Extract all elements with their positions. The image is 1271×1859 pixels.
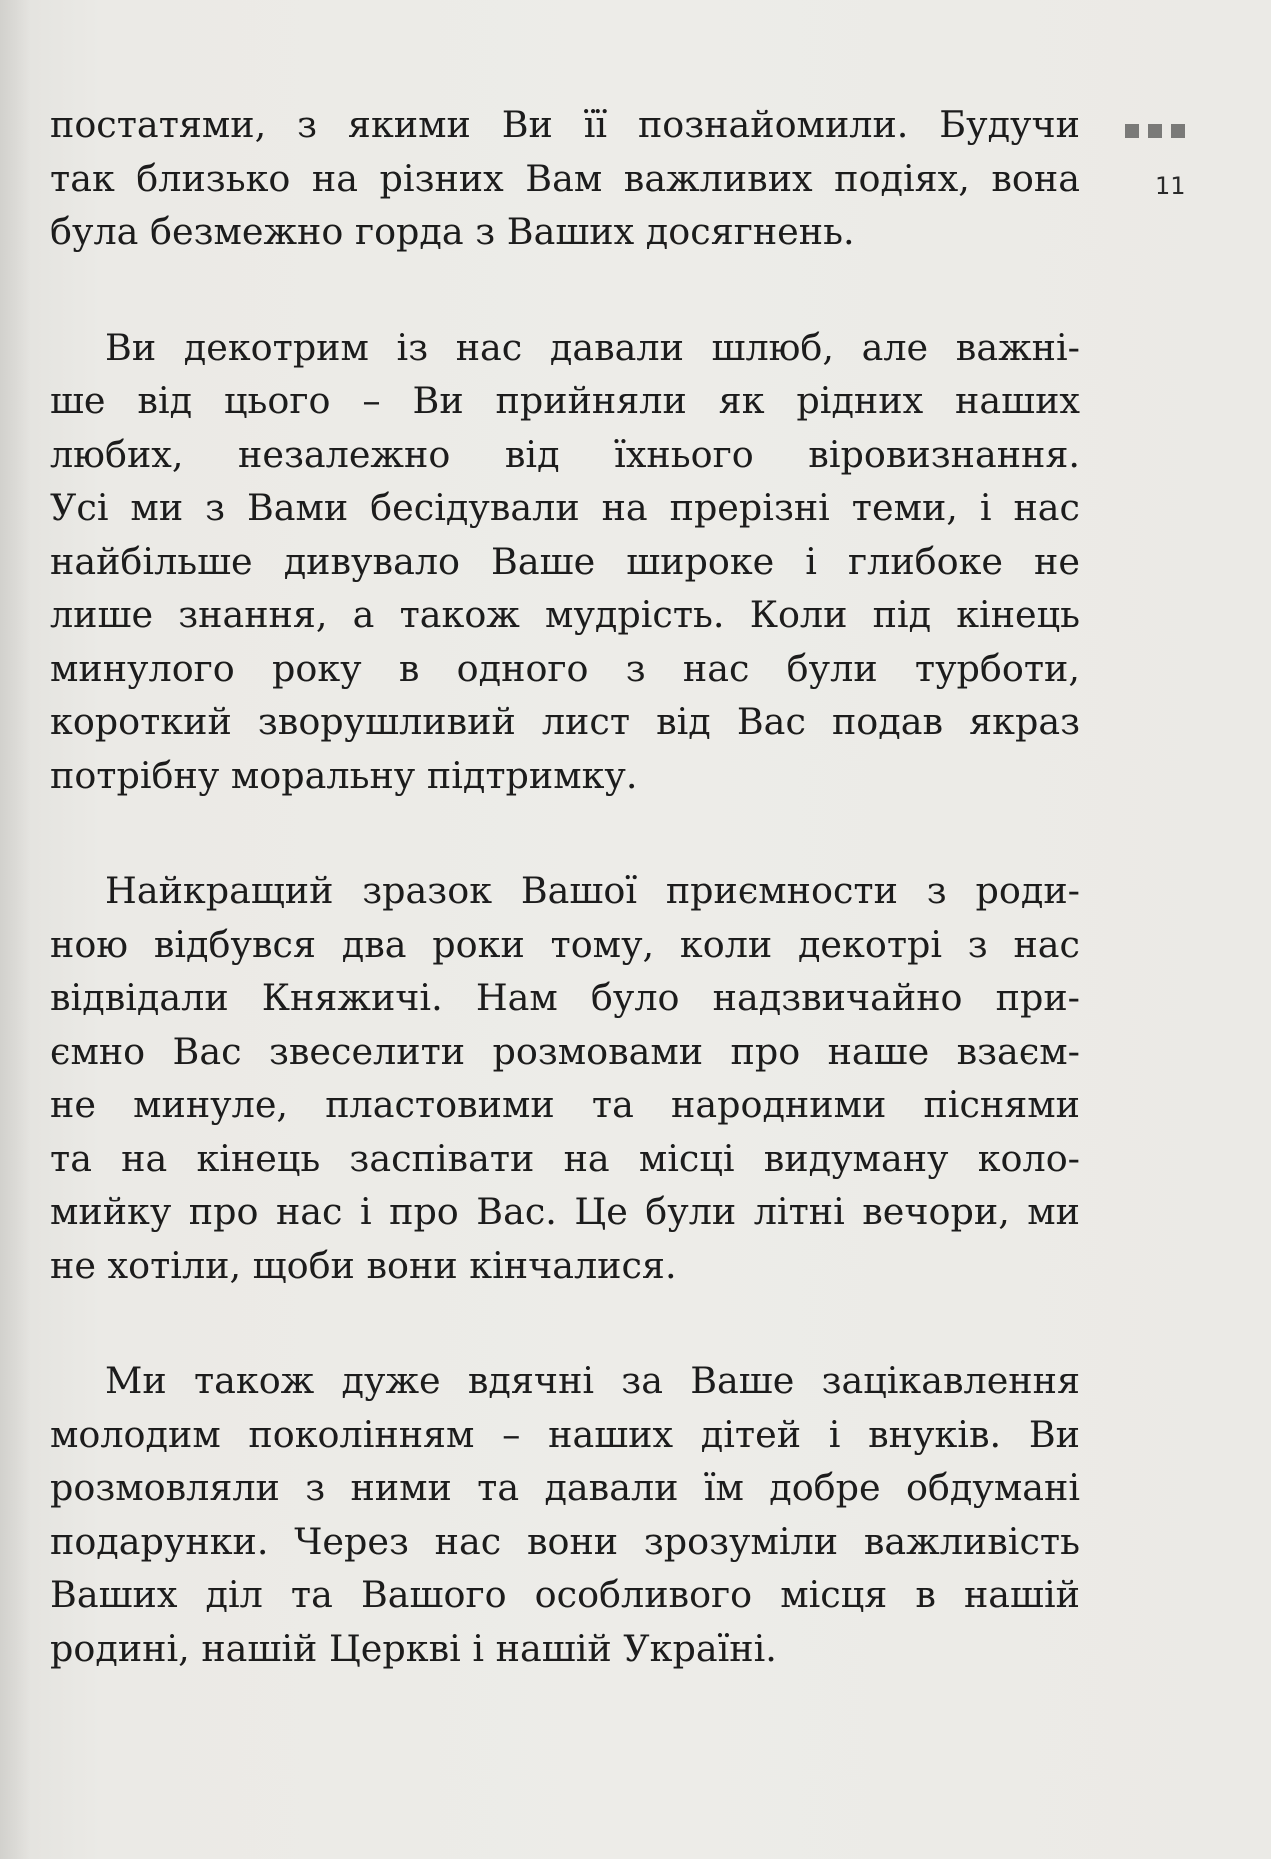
square-icon bbox=[1125, 124, 1139, 138]
text-line: короткий зворушливий лист від Вас подав якраз bbox=[50, 700, 1080, 743]
text-line: Найкращий зразок Вашої приємности з роди- bbox=[105, 869, 1080, 912]
gutter-shadow bbox=[0, 0, 30, 1859]
three-squares-icon bbox=[1125, 124, 1185, 138]
text-line: так близько на різних Вам важливих подіях, вона bbox=[50, 156, 1080, 200]
paragraph-2 bbox=[50, 321, 1080, 803]
text-line: відвідали Княжичі. Нам було надзвичайно при- bbox=[50, 976, 1080, 1019]
text-line: потрібну моральну підтримку. bbox=[50, 753, 638, 797]
text-line: та на кінець заспівати на місці видуману коло- bbox=[50, 1136, 1080, 1180]
text-line: минулого року в одного з нас були турботи, bbox=[50, 646, 1080, 690]
paragraph-3 bbox=[50, 864, 1080, 1292]
text-line: мийку про нас і про Вас. Це були літні вечори, ми bbox=[50, 1190, 1080, 1233]
page-number: 11 bbox=[1155, 172, 1186, 200]
text-line: ємно Вас звеселити розмовами про наше взаєм- bbox=[50, 1029, 1080, 1073]
text-line: Ми також дуже вдячні за Ваше зацікавлення bbox=[105, 1359, 1080, 1402]
text-line: Ви декотрим із нас давали шлюб, але важні- bbox=[105, 325, 1080, 369]
text-line: не минуле, пластовими та народними піснями bbox=[50, 1083, 1080, 1126]
text-line: ною відбувся два роки тому, коли декотрі з нас bbox=[50, 922, 1080, 966]
text-line: Усі ми з Вами бесідували на прерізні теми, і нас bbox=[50, 486, 1080, 529]
square-icon bbox=[1171, 124, 1185, 138]
text-line: родині, нашій Церкві і нашій Україні. bbox=[50, 1626, 777, 1670]
text-line: ше від цього – Ви прийняли як рідних наших bbox=[50, 379, 1080, 422]
text-line: лише знання, а також мудрість. Коли під кінець bbox=[50, 593, 1080, 636]
text-line: розмовляли з ними та давали їм добре обдумані bbox=[50, 1466, 1080, 1509]
text-line: була безмежно горда з Ваших досягнень. bbox=[50, 210, 855, 253]
text-line: Ваших діл та Вашого особливого місця в нашій bbox=[50, 1573, 1080, 1616]
text-line: подарунки. Через нас вони зрозуміли важливість bbox=[50, 1519, 1080, 1563]
square-icon bbox=[1148, 124, 1162, 138]
body-text bbox=[50, 98, 1080, 1737]
text-line: любих, незалежно від їхнього віровизнання. bbox=[50, 432, 1080, 476]
text-line: не хотіли, щоби вони кінчалися. bbox=[50, 1243, 677, 1287]
text-line: найбільше дивувало Ваше широке і глибоке не bbox=[50, 539, 1080, 583]
paragraph-1 bbox=[50, 98, 1080, 259]
paragraph-4 bbox=[50, 1354, 1080, 1675]
text-line: постатями, з якими Ви її познайомили. Будучи bbox=[50, 103, 1080, 146]
text-line: молодим поколінням – наших дітей і внуків. Ви bbox=[50, 1412, 1080, 1456]
